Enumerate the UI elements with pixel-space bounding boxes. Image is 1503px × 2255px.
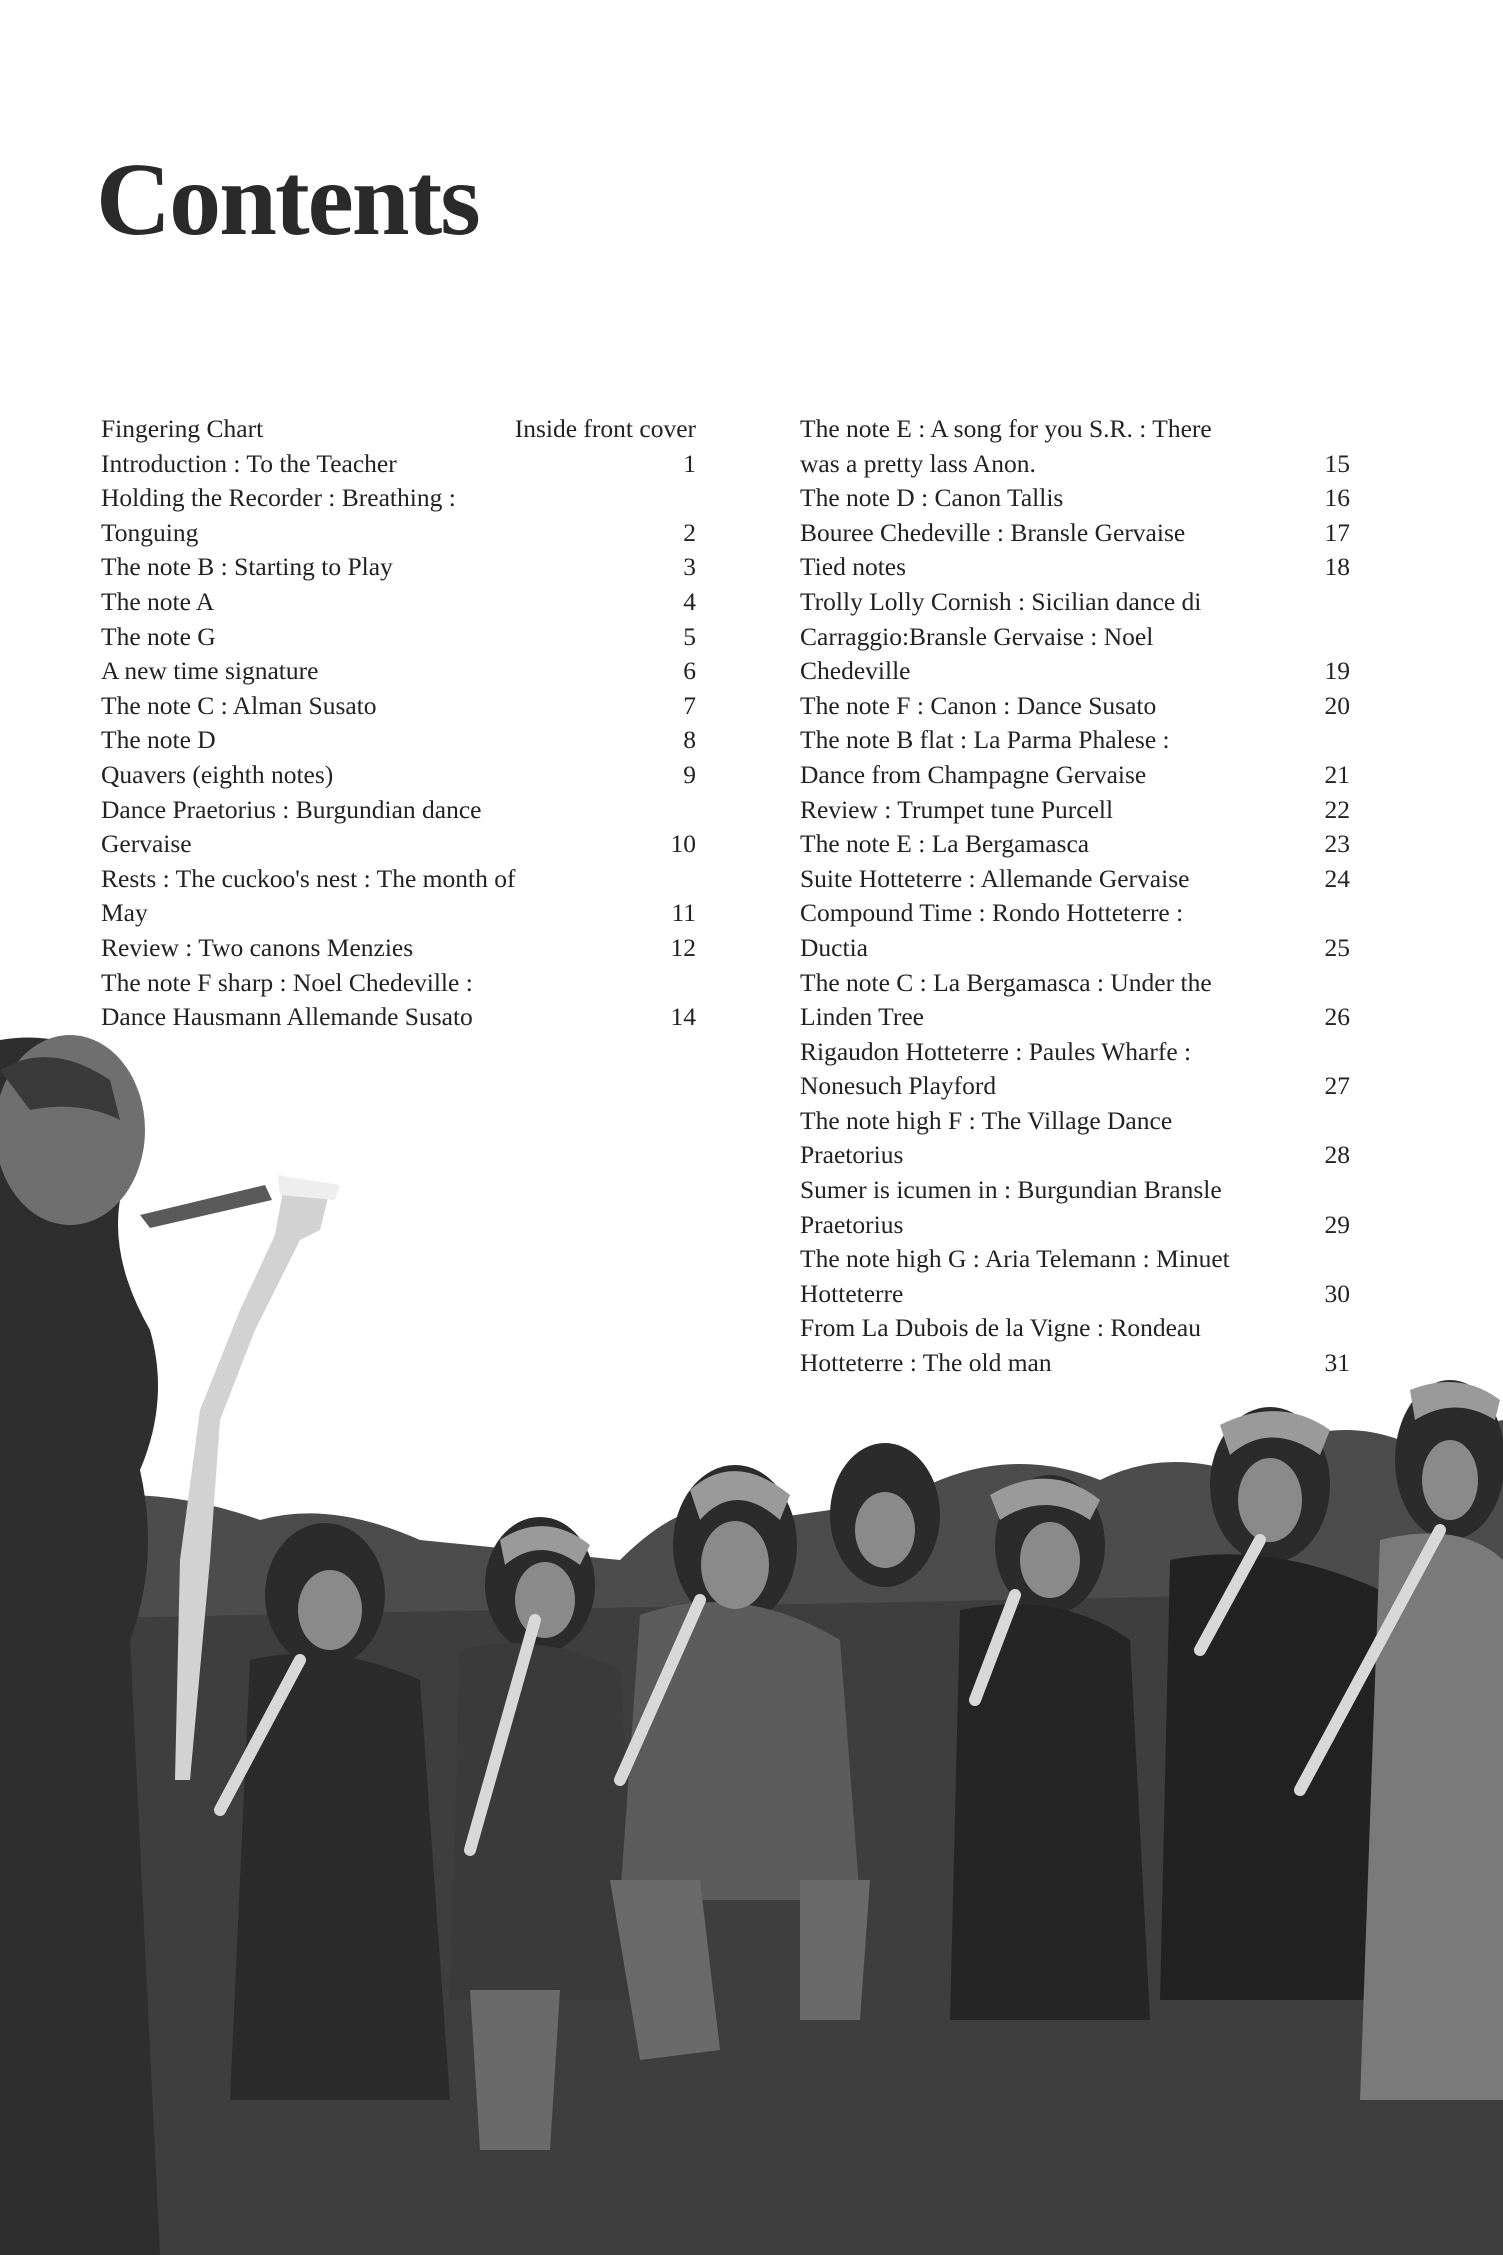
toc-entry-title: Linden Tree [800,1002,924,1032]
toc-entry-title: Hotteterre : The old man [800,1348,1052,1378]
toc-entry-line [800,1138,1350,1173]
toc-page-number: 9 [683,759,696,789]
toc-entry-line [800,447,1350,482]
toc-entry [101,966,696,1035]
toc-entry-line [800,1000,1350,1035]
toc-page-number: 30 [1324,1278,1350,1308]
toc-entry [800,966,1350,1035]
toc-entry-title: May [101,898,148,928]
toc-entry-title: Compound Time : Rondo Hotteterre : [800,898,1184,928]
toc-entry-line [800,1242,1350,1277]
toc-page-number: 20 [1324,690,1350,720]
toc-entry [800,1311,1350,1380]
toc-entry [800,1104,1350,1173]
toc-page-number: 15 [1324,448,1350,478]
toc-entry-title: Dance Praetorius : Burgundian dance [101,794,482,824]
toc-entry-title: The note G [101,621,216,651]
toc-entry [101,481,696,550]
toc-entry-line [101,585,696,620]
toc-entry-line [800,1277,1350,1312]
toc-entry-title: Quavers (eighth notes) [101,759,334,789]
toc-entry [101,689,696,724]
toc-entry-line [800,1346,1350,1381]
toc-page-number: 6 [683,656,696,686]
toc-page-number: 12 [670,932,696,962]
toc-page-number: 18 [1324,552,1350,582]
toc-entry-line [101,931,696,966]
toc-entry [101,723,696,758]
toc-entry-line [800,1035,1350,1070]
toc-entry-title: The note F sharp : Noel Chedeville : [101,967,473,997]
toc-entry-line [800,1069,1350,1104]
toc-entry-title: From La Dubois de la Vigne : Rondeau [800,1313,1201,1343]
toc-entry-title: Praetorius [800,1209,904,1239]
toc-entry-title: Ductia [800,932,868,962]
toc-entry [800,481,1350,516]
toc-entry [800,689,1350,724]
toc-entry-title: The note D [101,725,216,755]
toc-entry-line [800,793,1350,828]
toc-page-number: 23 [1324,829,1350,859]
toc-entry-title: Tied notes [800,552,907,582]
toc-entry-line [800,1104,1350,1139]
toc-entry [800,896,1350,965]
contents-column-left [101,412,696,1035]
toc-entry-title: The note high G : Aria Telemann : Minuet [800,1244,1230,1274]
toc-entry [800,1173,1350,1242]
toc-entry-title: The note C : La Bergamasca : Under the [800,967,1212,997]
toc-page-number: 26 [1324,1002,1350,1032]
toc-entry-title: The note B : Starting to Play [101,552,393,582]
toc-entry-title: Review : Trumpet tune Purcell [800,794,1114,824]
toc-entry-title: Hotteterre [800,1278,904,1308]
toc-page-number: 14 [670,1002,696,1032]
toc-entry-line [101,689,696,724]
toc-entry-title: The note B flat : La Parma Phalese : [800,725,1170,755]
toc-entry [101,931,696,966]
toc-entry [800,516,1350,551]
toc-entry-title: Introduction : To the Teacher [101,448,397,478]
toc-entry [101,412,696,447]
toc-entry-line [800,1311,1350,1346]
toc-entry-line [101,516,696,551]
toc-entry-line [101,862,696,897]
toc-entry-line [800,550,1350,585]
toc-entry-title: Tonguing [101,517,199,547]
toc-entry [101,793,696,862]
toc-entry-title: Gervaise [101,829,192,859]
toc-page-number: 3 [683,552,696,582]
toc-entry [101,862,696,931]
toc-entry-line [800,862,1350,897]
toc-entry-line [101,620,696,655]
toc-entry-line [101,896,696,931]
toc-entry-line [800,966,1350,1001]
toc-page-number: 27 [1324,1071,1350,1101]
toc-entry-title: Rigaudon Hotteterre : Paules Wharfe : [800,1036,1192,1066]
toc-entry [101,550,696,585]
toc-entry-title: Rests : The cuckoo's nest : The month of [101,863,516,893]
toc-entry-line [101,654,696,689]
toc-entry-title: The note D : Canon Tallis [800,483,1064,513]
toc-entry [800,793,1350,828]
toc-entry-line [800,516,1350,551]
toc-entry-line [800,758,1350,793]
toc-page-number: Inside front cover [514,414,696,443]
toc-entry-line [800,723,1350,758]
toc-entry [101,758,696,793]
toc-entry-title: Nonesuch Playford [800,1071,997,1101]
toc-page-number: 4 [683,586,696,616]
toc-page-number: 17 [1324,517,1350,547]
toc-entry-line [800,1173,1350,1208]
toc-entry-title: The note A [101,586,215,616]
toc-page-number: 31 [1324,1348,1350,1378]
toc-entry [800,585,1350,689]
toc-entry [800,827,1350,862]
toc-entry [800,1035,1350,1104]
contents-column-right [800,412,1350,1381]
toc-entry-title: Holding the Recorder : Breathing : [101,483,456,513]
toc-entry-title: The note E : La Bergamasca [800,829,1090,859]
toc-entry-title: Dance from Champagne Gervaise [800,759,1147,789]
toc-entry-title: was a pretty lass Anon. [800,448,1036,478]
toc-entry-line [800,654,1350,689]
toc-page-number: 24 [1324,863,1350,893]
toc-entry-title: A new time signature [101,656,319,686]
toc-entry-title: Suite Hotteterre : Allemande Gervaise [800,863,1190,893]
toc-entry [101,447,696,482]
toc-entry-title: Sumer is icumen in : Burgundian Bransle [800,1175,1222,1205]
toc-page-number: 8 [683,725,696,755]
toc-page-number: 10 [670,829,696,859]
toc-page-number: 21 [1324,759,1350,789]
toc-entry-line [101,550,696,585]
toc-entry-line [800,896,1350,931]
toc-entry-title: Carraggio:Bransle Gervaise : Noel [800,621,1154,651]
toc-entry-title: Fingering Chart [101,414,264,443]
toc-entry-line [101,1000,696,1035]
toc-entry-title: Trolly Lolly Cornish : Sicilian dance di [800,586,1202,616]
toc-entry-title: The note E : A song for you S.R. : There [800,414,1212,443]
toc-entry-line [101,966,696,1001]
toc-page-number: 28 [1324,1140,1350,1170]
toc-entry-line [800,1208,1350,1243]
toc-entry-line [800,689,1350,724]
toc-entry-title: The note F : Canon : Dance Susato [800,690,1157,720]
toc-entry-title: Praetorius [800,1140,904,1170]
toc-entry-line [800,620,1350,655]
toc-entry-line [101,723,696,758]
toc-entry [800,862,1350,897]
toc-entry-line [101,412,696,447]
toc-entry [101,585,696,620]
toc-entry-line [800,827,1350,862]
toc-page-number: 1 [683,448,696,478]
toc-page-number: 25 [1324,932,1350,962]
toc-entry-line [800,931,1350,966]
toc-entry-line [800,585,1350,620]
toc-page-number: 22 [1324,794,1350,824]
toc-entry-line [800,481,1350,516]
toc-entry [800,412,1350,481]
toc-entry [101,620,696,655]
toc-page-number: 11 [671,898,696,928]
toc-entry-title: The note C : Alman Susato [101,690,377,720]
toc-entry-line [800,412,1350,447]
toc-entry-title: Review : Two canons Menzies [101,932,414,962]
toc-entry-line [101,481,696,516]
toc-entry-title: The note high F : The Village Dance [800,1105,1173,1135]
toc-entry-title: Chedeville [800,656,911,686]
toc-entry [800,1242,1350,1311]
toc-entry-title: Dance Hausmann Allemande Susato [101,1002,473,1032]
toc-entry-line [101,793,696,828]
toc-page-number: 16 [1324,483,1350,513]
toc-page-number: 5 [683,621,696,651]
toc-entry [800,550,1350,585]
toc-entry-line [101,758,696,793]
toc-entry [800,723,1350,792]
toc-entry-title: Bouree Chedeville : Bransle Gervaise [800,517,1186,547]
toc-entry-line [101,447,696,482]
toc-page-number: 2 [683,517,696,547]
toc-page-number: 19 [1324,656,1350,686]
toc-entry [101,654,696,689]
toc-page-number: 7 [683,690,696,720]
toc-page-number: 29 [1324,1209,1350,1239]
page-title: Contents [96,142,479,257]
toc-entry-line [101,827,696,862]
